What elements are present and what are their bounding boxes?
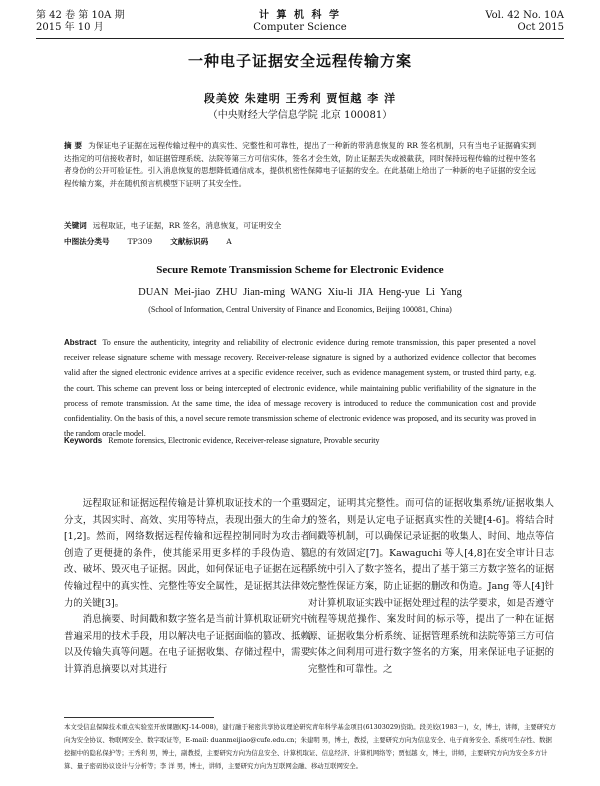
abstract-cn-text: 为保证电子证据在远程传输过程中的真实性、完整性和可靠性，提出了一种新的带消息恢复的 RR 签名机制，只有当电子证据确实到达指定的可信接收者时，如证据管理系统、法院等第三方可信实体，签名才会生效，防止证据丢失或被截获，同时保持远程传输的过程中签名者身份的公开可验证性。引入消息恢复的思想降低通信成本，提供机密性保障电子证据的安全。在此基础上给出了一种新的电子证据的安全远程传输方案，并在随机预言机模型下证明了其安全性。 — [64, 141, 536, 188]
abstract-en — [64, 335, 536, 441]
keywords-en — [64, 436, 536, 445]
doc-code-value: A — [226, 237, 232, 246]
journal-volume-en: Vol. 42 No. 10A Oct 2015 — [485, 10, 564, 33]
journal-name: 计 算 机 科 学 Computer Science — [253, 10, 347, 33]
clc-value: TP309 — [127, 237, 153, 246]
body-paragraph: 消息摘要、时间戳和数字签名是当前计算机取证研究中普遍采用的技术手段，用以解决电子证据面临的篡改、抵赖以及传输失真等问题。在电子证据收集、存储过程中，需要计算消息摘要以对其进行 — [64, 614, 310, 675]
authors-cn: 段美姣 朱建明 王秀利 贾恒越 李 洋 — [203, 92, 397, 105]
body-paragraph: 固定，证明其完整性。而可信的证据收集系统/证据收集人的签名，则是认定电子证据真实性的关键[4-6]。将结合时间戳等机制，可以确保记录证据的收集人、时间、地点等信息的有效固定[7]。Kawaguchi 等人[4,8]在安全审计日志系统中引入了数字签名，提出了基于第三方数字签名的证据完整性保证方案，防止证据的删改和伪造。Jang 等人[4]针对计算机取证实践中证据处理过程的法学要求，如是否遵守流程等规范操作、案发时间的标示等，提出了一种在证据源、证据收集分析系统、证据管理系统和法院等第三方可信实体之间利用可进行数字签名的方案，用来保证电子证据的完整性和可靠性。之 — [308, 498, 554, 675]
keywords-cn-label: 关键词 — [64, 221, 87, 230]
classification — [64, 236, 536, 247]
keywords-cn-text: 远程取证，电子证据，RR 签名，消息恢复，可证明安全 — [92, 221, 282, 230]
affiliation-cn: （中央财经大学信息学院 北京 100081） — [207, 110, 393, 121]
body-column-left — [64, 496, 310, 679]
authors-en: DUAN Mei-jiao ZHU Jian-ming WANG Xiu-li JIA Heng-yue Li Yang — [138, 287, 462, 298]
header-rule — [36, 38, 564, 39]
keywords-en-text: Remote forensics, Electronic evidence, Receiver-release signature, Provable security — [108, 436, 380, 445]
abstract-cn-label: 摘 要 — [64, 141, 83, 150]
keywords-cn — [64, 220, 536, 231]
footnote-rule — [64, 717, 214, 718]
footnote: 本文受信息保障技术重点实验室开放课题(KJ-14-008)，建行融于秘密共享协议理论研究青年科学基金项目(61303029)资助。段美姣(1983－)，女，博士，讲师，主要研究方向为安全协议、物联网安全、数字取证等，E-mail: duanmeijiao@cufe.edu.cn；朱建明 男，博士，教授，主要研究方向为信息安全、电子商务安全、系统可生存性、数据挖掘中的隐私保护等；王秀利 男，博士，副教授，主要研究方向为信息安全、计算机取证、信息经济、计算机网络等；贾恒越 女，博士，讲师，主要研究方向为安全多方计算、量子密码协议设计与分析等；李 洋 男，博士，讲师，主要研究方向为互联网金融、移动互联网安全。 — [64, 723, 556, 770]
body-paragraph: 远程取证和证据远程传输是计算机取证技术的一个重要分支，其因实时、高效、实用等特点，表现出强大的生命力[1,2]。然而，网络数据远程传输和远程控制同时为攻击者创造了更便捷的条件，使其能采用更多样的手段伪造、篡改、破坏、毁灭电子证据。因此，如何保证电子证据在远程传输过程中的真实性、完整性等安全属性，是证据其法律效力的关键[3]。 — [64, 498, 310, 609]
running-header — [36, 10, 564, 40]
paper-title-en: Secure Remote Transmission Scheme for Electronic Evidence — [156, 264, 444, 276]
journal-volume: 第 42 卷 第 10A 期 2015 年 10 月 — [36, 10, 125, 33]
clc-label: 中图法分类号 — [64, 237, 110, 246]
paper-title-cn: 一种电子证据安全远程传输方案 — [187, 52, 412, 70]
affiliation-en: (School of Information, Central University of Finance and Economics, Beijing 100081, China) — [148, 305, 452, 314]
abstract-en-label: Abstract — [64, 338, 97, 347]
abstract-cn — [64, 140, 536, 190]
keywords-en-label: Keywords — [64, 436, 103, 445]
abstract-en-text: To ensure the authenticity, integrity and reliability of electronic evidence during remote transmission, this paper presented a novel receiver release signature scheme with message recovery. Receiver-release signature is signed by a authorized evidence collector that becomes valid after the signed electronic evidence arrives at a specific evidence receiver, such as evidence management system, or trusted third party, e.g. the court. This scheme can prevent loss or being intercepted of electronic evidence, while maintaining public verifiability of the signature in the process of remote transmission. At the same time, the idea of message recovery is introduced to reduce the communication cost and provide confidentiality. On the basis of this, a novel secure remote transmission scheme of electronic evidence was proposed, and its security was proved in the random oracle model. — [64, 338, 537, 439]
doc-code-label: 文献标识码 — [170, 237, 209, 246]
body-column-right — [308, 496, 554, 679]
